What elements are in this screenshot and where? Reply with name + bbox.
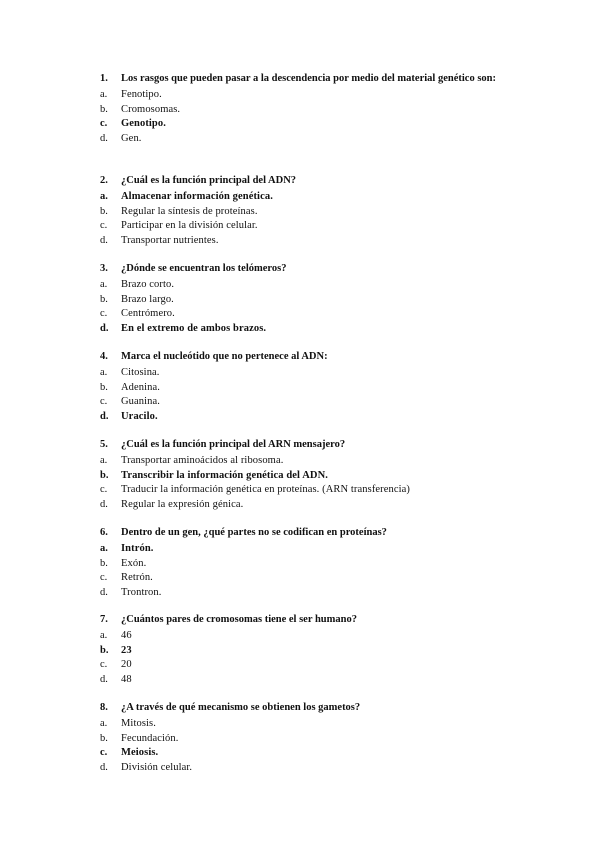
question-1 (100, 72, 520, 146)
option-c: c. Meiosis. (100, 747, 159, 758)
option-c: c. Guanina. (100, 396, 160, 407)
question-number: 1. (100, 73, 108, 84)
option-c: c. 20 (100, 659, 132, 670)
question-number: 3. (100, 263, 108, 274)
option-c: c. Participar en la división celular. (100, 220, 258, 231)
question-text: Los rasgos que pueden pasar a la descendencia por medio del material genético son: (121, 73, 496, 84)
option-d: d. División celular. (100, 761, 193, 773)
question-number: 8. (100, 702, 108, 713)
option-b: b. Adenina. (100, 381, 160, 393)
option-list (100, 717, 520, 775)
option-b: b. Regular la síntesis de proteínas. (100, 205, 258, 217)
option-b: b. Brazo largo. (100, 293, 174, 305)
question-text: Dentro de un gen, ¿qué partes no se codifican en proteínas? (121, 527, 387, 538)
question-text: ¿Dónde se encuentran los telómeros? (121, 263, 287, 274)
option-a: a. Almacenar información genética. (100, 191, 273, 202)
option-list (100, 454, 520, 512)
option-d: d. Regular la expresión génica. (100, 498, 244, 510)
question-number: 5. (100, 439, 108, 450)
question-4 (100, 350, 520, 424)
question-2 (100, 174, 520, 248)
option-list (100, 190, 520, 248)
option-b: b. Cromosomas. (100, 103, 181, 115)
question-text: ¿A través de qué mecanismo se obtienen los gametos? (121, 702, 361, 713)
option-list (100, 542, 520, 600)
option-c: c. Retrón. (100, 572, 153, 583)
question-5 (100, 438, 520, 512)
option-list (100, 366, 520, 424)
question-number: 2. (100, 175, 108, 186)
option-d: d. Gen. (100, 132, 142, 144)
question-3 (100, 262, 520, 336)
question-number: 4. (100, 351, 108, 362)
question-text: ¿Cuál es la función principal del ADN? (121, 175, 297, 186)
option-list (100, 629, 520, 687)
option-a: a. Fenotipo. (100, 89, 162, 100)
question-text: Marca el nucleótido que no pertenece al ADN: (121, 351, 328, 362)
option-d: d. Uracilo. (100, 410, 158, 422)
option-list (100, 278, 520, 336)
question-number: 6. (100, 527, 108, 538)
question-6 (100, 526, 520, 600)
question-number: 7. (100, 614, 108, 625)
option-b: b. Transcribir la información genética del ADN. (100, 469, 328, 481)
option-c: c. Centrómero. (100, 308, 175, 319)
option-a: a. Citosina. (100, 367, 160, 378)
option-c: c. Traducir la información genética en proteínas. (ARN transferencia) (100, 484, 411, 495)
option-a: a. Intrón. (100, 543, 154, 554)
option-a: a. 46 (100, 630, 132, 641)
option-c: c. Genotipo. (100, 118, 166, 129)
question-8 (100, 701, 520, 775)
option-a: a. Transportar aminoácidos al ribosoma. (100, 455, 284, 466)
option-a: a. Brazo corto. (100, 279, 175, 290)
option-d: d. Transportar nutrientes. (100, 234, 219, 246)
question-7 (100, 613, 520, 687)
option-list (100, 88, 520, 146)
option-d: d. En el extremo de ambos brazos. (100, 322, 267, 334)
option-d: d. Trontron. (100, 586, 162, 598)
option-b: b. 23 (100, 644, 132, 656)
option-a: a. Mitosis. (100, 718, 156, 729)
option-b: b. Fecundación. (100, 732, 179, 744)
option-b: b. Exón. (100, 557, 147, 569)
question-text: ¿Cuál es la función principal del ARN mensajero? (121, 439, 346, 450)
option-d: d. 48 (100, 673, 132, 685)
question-text: ¿Cuántos pares de cromosomas tiene el ser humano? (121, 614, 357, 625)
